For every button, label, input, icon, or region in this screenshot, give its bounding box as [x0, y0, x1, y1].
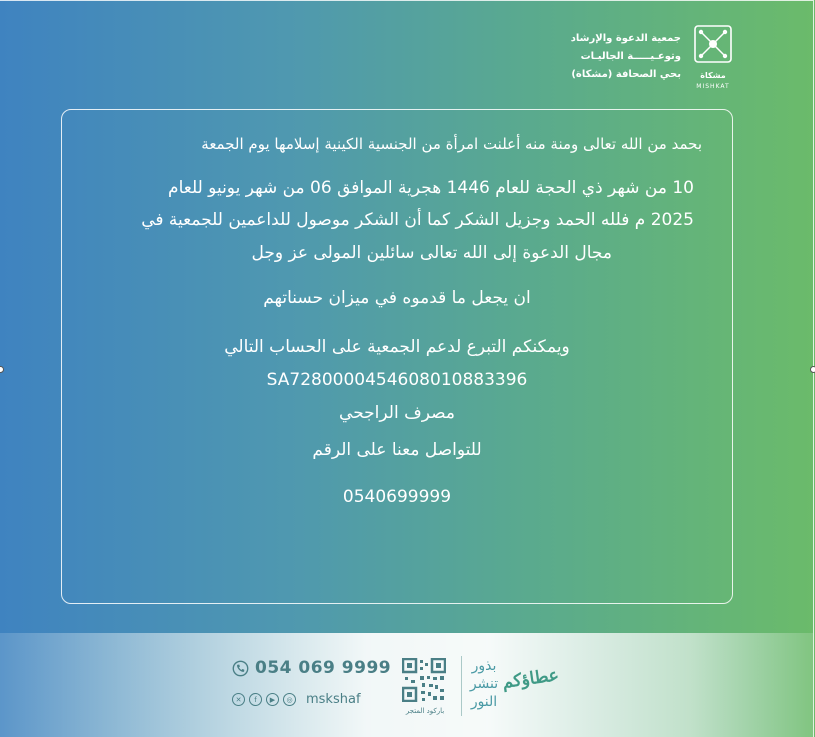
- facebook-icon[interactable]: f: [249, 693, 262, 706]
- mishkat-logo-icon: [691, 24, 735, 90]
- footer-phone: [232, 658, 391, 678]
- organization-name: [571, 30, 681, 84]
- instagram-icon[interactable]: ◎: [283, 693, 296, 706]
- org-line-1: جمعية الدعوة والإرشاد: [570, 33, 681, 44]
- org-line-2: وتوعـيـــــة الجاليـات: [580, 51, 681, 62]
- announcement-line-3: 2025 م فلله الحمد وجزيل الشكر كما أن الشكر موصول للداعمين للجمعية في: [141, 210, 694, 230]
- logo-symbol: [691, 24, 735, 68]
- org-line-3: بحي الصحافة (مشكاة): [571, 69, 681, 80]
- footer-divider: [461, 656, 462, 716]
- announcement-line-5: ان يجعل ما قدموه في ميزان حسناتهم: [263, 288, 531, 308]
- slogan-big-text: عطاؤكم: [500, 665, 561, 693]
- footer-bar: [0, 633, 813, 737]
- slogan-line-3: النور: [470, 694, 498, 710]
- logo-latin-text: MISHKAT: [696, 83, 730, 90]
- slogan-line-2: تنشر: [469, 676, 499, 692]
- resize-handle-right[interactable]: [810, 366, 815, 373]
- slogan-line-1: بذور: [471, 658, 497, 674]
- frame-top: [0, 0, 813, 1]
- iban-number: SA7280000454608010883396: [266, 370, 528, 390]
- announcement-line-4: مجال الدعوة إلى الله تعالى سائلين المولى عز وجل: [251, 243, 612, 263]
- youtube-icon[interactable]: ▶: [266, 693, 279, 706]
- qr-label: باركود المتجر: [405, 707, 445, 715]
- social-links: [232, 692, 361, 707]
- slogan-calligraphy: [500, 655, 561, 719]
- footer-phone-number: 054 069 9999: [255, 658, 392, 678]
- qr-code-icon[interactable]: [402, 658, 446, 702]
- contact-label: للتواصل معنا على الرقم: [312, 440, 482, 460]
- resize-handle-left[interactable]: [0, 366, 4, 373]
- social-handle: mskshaf: [306, 692, 361, 707]
- announcement-line-1: بحمد من الله تعالى ومنة منه أعلنت امرأة من الجنسية الكينية إسلامها يوم الجمعة: [201, 135, 702, 153]
- phone-icon: [232, 660, 249, 677]
- logo-arabic-text: مشكاة: [700, 71, 726, 80]
- slogan-small: [467, 657, 501, 711]
- bank-name: مصرف الراجحي: [339, 403, 455, 423]
- announcement-line-2: 10 من شهر ذي الحجة للعام 1446 هجرية الموافق 06 من شهر يونيو للعام: [168, 178, 694, 198]
- contact-phone: 0540699999: [342, 487, 452, 507]
- x-icon[interactable]: ✕: [232, 693, 245, 706]
- donation-instruction: ويمكنكم التبرع لدعم الجمعية على الحساب التالي: [224, 337, 570, 357]
- announcement-card: [61, 109, 733, 604]
